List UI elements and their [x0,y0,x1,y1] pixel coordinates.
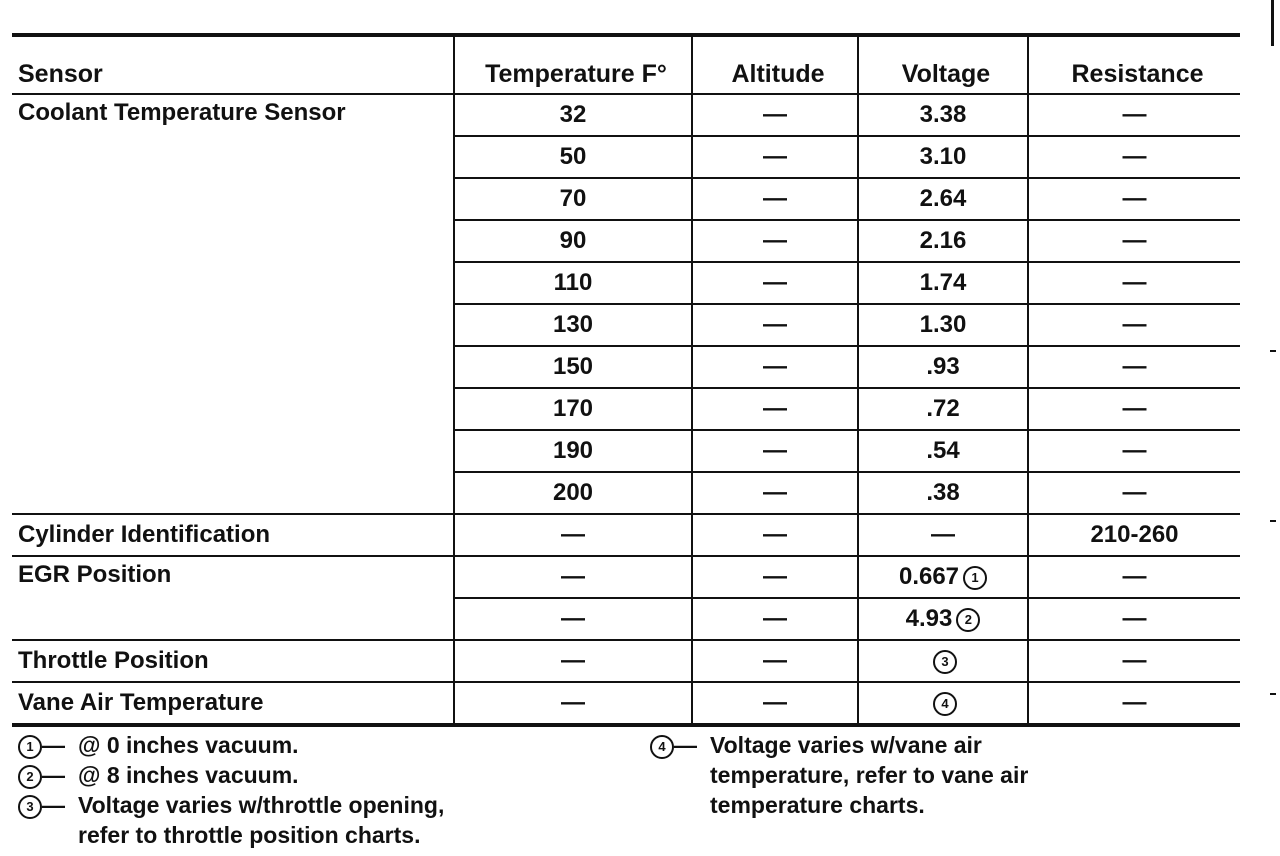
altitude-cell: — [692,640,858,682]
header-voltage: Voltage [858,35,1028,94]
temperature-cell: 150 [454,346,692,388]
temperature-cell: 90 [454,220,692,262]
voltage-cell [858,178,1028,220]
voltage-value: 3.10 [919,143,967,170]
resistance-cell: — [1028,682,1240,725]
voltage-value: 2.64 [919,185,967,212]
altitude-cell: — [692,388,858,430]
sensor-name-egr: EGR Position [12,556,454,640]
footnote-3-text-line2: refer to throttle position charts. [78,822,421,848]
resistance-cell: — [1028,388,1240,430]
resistance-cell: — [1028,472,1240,514]
resistance-cell: 210-260 [1028,514,1240,556]
footnote-1-marker-icon: 1 [18,735,42,759]
footnote-3-text-line1: Voltage varies w/throttle opening, [78,792,445,818]
resistance-cell: — [1028,136,1240,178]
temperature-cell: — [454,556,692,598]
header-resistance: Resistance [1028,35,1240,94]
footnotes-left [18,730,618,850]
footnote-dash: — [42,792,65,818]
temperature-cell: — [454,514,692,556]
header-sensor: Sensor [12,35,454,94]
temperature-cell: — [454,640,692,682]
temperature-cell: 50 [454,136,692,178]
voltage-cell [858,94,1028,136]
voltage-value: 1.74 [919,269,967,296]
voltage-value: 3.38 [919,101,967,128]
table-row [12,640,1240,682]
altitude-cell: — [692,262,858,304]
temperature-cell: 130 [454,304,692,346]
temperature-cell: 200 [454,472,692,514]
voltage-cell [858,556,1028,598]
voltage-value: .72 [926,395,960,422]
temperature-cell: 190 [454,430,692,472]
resistance-cell: — [1028,178,1240,220]
altitude-cell: — [692,682,858,725]
temperature-cell: 170 [454,388,692,430]
voltage-cell [858,220,1028,262]
header-altitude: Altitude [692,35,858,94]
voltage-value: .54 [926,437,960,464]
voltage-value: 0.667 [898,563,960,590]
altitude-cell: — [692,598,858,640]
voltage-cell [858,640,1028,682]
altitude-cell: — [692,178,858,220]
altitude-cell: — [692,514,858,556]
temperature-cell: — [454,682,692,725]
altitude-cell: — [692,304,858,346]
sensor-name-throttle: Throttle Position [12,640,454,682]
voltage-cell [858,682,1028,725]
scan-edge-mark [1270,520,1276,522]
resistance-cell: — [1028,598,1240,640]
scan-edge-mark [1270,350,1276,352]
voltage-cell [858,598,1028,640]
resistance-cell: — [1028,262,1240,304]
sensor-name-cylinder-id: Cylinder Identification [12,514,454,556]
voltage-cell [858,136,1028,178]
voltage-cell [858,346,1028,388]
temperature-cell: 32 [454,94,692,136]
footnote-3 [18,790,618,850]
voltage-value: — [931,521,955,548]
voltage-cell [858,472,1028,514]
resistance-cell: — [1028,430,1240,472]
resistance-cell: — [1028,556,1240,598]
footnote-4 [650,730,1170,820]
footnote-4-text-line2: temperature, refer to vane air [710,762,1029,788]
table-row [12,514,1240,556]
altitude-cell: — [692,220,858,262]
sensor-name-coolant: Coolant Temperature Sensor [12,94,454,514]
scan-edge-mark [1271,0,1274,46]
voltage-value: 2.16 [919,227,967,254]
temperature-cell: 70 [454,178,692,220]
footnote-4-icon: 4 [933,692,957,716]
voltage-cell [858,430,1028,472]
resistance-cell: — [1028,304,1240,346]
footnote-1 [18,730,618,760]
voltage-value: .38 [926,479,960,506]
altitude-cell: — [692,94,858,136]
resistance-cell: — [1028,640,1240,682]
table-row [12,94,1240,136]
table-row [12,682,1240,725]
footnote-4-text-line3: temperature charts. [710,792,925,818]
header-row [12,35,1240,94]
scan-edge-mark [1270,693,1276,695]
altitude-cell: — [692,346,858,388]
footnote-dash: — [42,762,65,788]
voltage-cell [858,262,1028,304]
altitude-cell: — [692,430,858,472]
footnote-2 [18,760,618,790]
voltage-cell [858,388,1028,430]
footnote-1-text: @ 0 inches vacuum. [78,732,299,758]
footnote-2-icon: 2 [956,608,980,632]
footnote-2-text: @ 8 inches vacuum. [78,762,299,788]
resistance-cell: — [1028,94,1240,136]
temperature-cell: — [454,598,692,640]
footnote-1-icon: 1 [963,566,987,590]
footnote-4-marker-icon: 4 [650,735,674,759]
footnote-dash: — [42,732,65,758]
altitude-cell: — [692,136,858,178]
footnote-2-marker-icon: 2 [18,765,42,789]
altitude-cell: — [692,556,858,598]
footnote-4-text-line1: Voltage varies w/vane air [710,732,982,758]
footnotes-right [650,730,1170,820]
sensor-name-vane-air: Vane Air Temperature [12,682,454,725]
table-row [12,556,1240,598]
voltage-cell [858,514,1028,556]
altitude-cell: — [692,472,858,514]
voltage-value: 4.93 [905,605,953,632]
resistance-cell: — [1028,346,1240,388]
temperature-cell: 110 [454,262,692,304]
voltage-value: .93 [926,353,960,380]
resistance-cell: — [1028,220,1240,262]
header-temperature: Temperature F° [454,35,692,94]
sensor-spec-table [12,33,1240,727]
voltage-value: 1.30 [919,311,967,338]
footnote-dash: — [674,732,697,758]
footnote-3-icon: 3 [933,650,957,674]
footnote-3-marker-icon: 3 [18,795,42,819]
voltage-cell [858,304,1028,346]
